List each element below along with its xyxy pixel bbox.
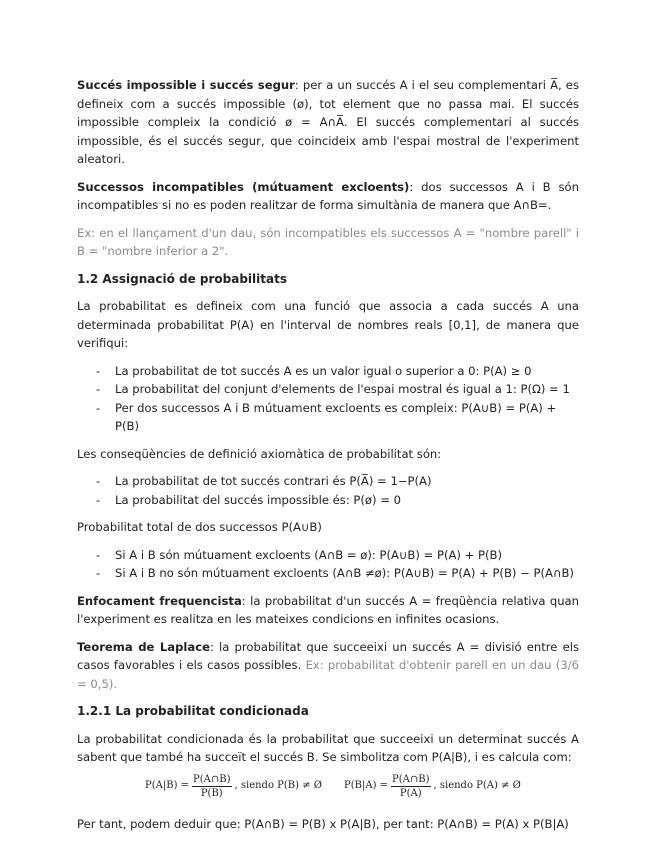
formula-p-a-given-b: P(A|B) = $\frac{P(A\cap B)}{P(B)}$ , siendo P(B) ≠ Ø xyxy=(145,773,322,799)
paragraph-incompatible-events xyxy=(77,178,579,215)
list-item: - Per dos successos A i B mútuament excloents es compleix: P(A∪B) = P(A) + P(B) xyxy=(96,400,557,433)
paragraph-probability-definition: La probabilitat es defineix com una funció que associa a cada succés A una determinada probabilitat P(A) en l'interval de nombres reals [0,1], de manera que verifiqui: xyxy=(77,299,579,350)
conditional-probability-formulas xyxy=(77,773,579,803)
paragraph-conditional-probability: La probabilitat condicionada és la probabilitat que succeeixi un determinat succés A sabent que també ha succeït el succés B. Se simbolitza com P(A|B), i es calcula com: xyxy=(77,731,579,764)
paragraph-impossible-event xyxy=(77,76,579,169)
list-item: - Si A i B són mútuament excloents (A∩B = ø): P(A∪B) = P(A) + P(B) xyxy=(96,547,502,562)
term-laplace: Teorema de Laplace xyxy=(77,639,210,654)
term-impossible-event: Succés impossible i succés segur xyxy=(77,78,295,92)
axioms-list xyxy=(77,362,579,436)
definition-impossible-event: : per a un succés A i el seu complementari A̅, es defineix com a succés impossible (ø), tot element que no passa mai. El succés impossible compleix la condició ø = A∩A̅. El succés complementari al succés impossible, és el succés segur, que coincideix amb l'espai mostral de l'experiment aleatori. xyxy=(77,78,579,166)
list-item: - La probabilitat del succés impossible és: P(ø) = 0 xyxy=(96,492,401,507)
example-incompatible: Ex: en el llançament d'un dau, són incompatibles els successos A = "nombre parell" i B = "nombre inferior a 2". xyxy=(77,225,579,258)
list-item: - La probabilitat de tot succés contrari és P(A̅) = 1−P(A) xyxy=(96,474,432,488)
consequences-list xyxy=(77,472,579,509)
paragraph-consequences: Les conseqüències de definició axiomàtica de probabilitat són: xyxy=(77,446,442,461)
paragraph-laplace xyxy=(77,638,579,694)
document-page xyxy=(77,76,579,833)
definition-frequentist: : la probabilitat d'un succés A = freqüència relativa quan l'experiment es realitza en les mateixes condicions en infinites ocasions. xyxy=(77,593,580,626)
fraction: $\frac{P(A\cap B)}{P(B)}$ xyxy=(193,773,231,799)
total-probability-list xyxy=(77,546,579,583)
fraction: $\frac{P(A\cap B)}{P(A)}$ xyxy=(392,773,430,799)
paragraph-deduction: Per tant, podem deduir que: P(A∩B) = P(B) x P(A|B), per tant: P(A∩B) = P(A) x P(B|A) xyxy=(77,816,569,831)
list-item: - La probabilitat del conjunt d'elements de l'espai mostral és igual a 1: P(Ω) = 1 xyxy=(96,382,570,396)
term-incompatible-events: Successos incompatibles (mútuament excloents) xyxy=(77,179,410,194)
definition-incompatible-events: : dos successos A i B són incompatibles si no es poden realitzar de forma simultània de manera que A∩B=. xyxy=(77,179,579,212)
term-frequentist: Enfocament frequencista xyxy=(77,593,242,608)
list-item: - Si A i B no són mútuament excloents (A∩B ≠ø): P(A∪B) = P(A) + P(B) − P(A∩B) xyxy=(96,566,574,580)
section-heading-1-2: 1.2 Assignació de probabilitats xyxy=(77,271,287,286)
paragraph-frequentist xyxy=(77,592,579,629)
definition-laplace: : la probabilitat que succeeixi un succés A = divisió entre els casos favorables i els casos possibles. xyxy=(77,639,579,672)
paragraph-total-probability: Probabilitat total de dos successos P(A∪B) xyxy=(77,520,322,534)
list-item: - La probabilitat de tot succés A es un valor igual o superior a 0: P(A) ≥ 0 xyxy=(96,363,532,378)
example-laplace: Ex: probabilitat d'obtenir parell en un dau (3/6 = 0,5). xyxy=(77,658,579,691)
formula-p-b-given-a: P(B|A) = $\frac{P(A\cap B)}{P(A)}$ , siendo P(A) ≠ Ø xyxy=(344,773,521,799)
section-heading-1-2-1: 1.2.1 La probabilitat condicionada xyxy=(77,704,309,718)
